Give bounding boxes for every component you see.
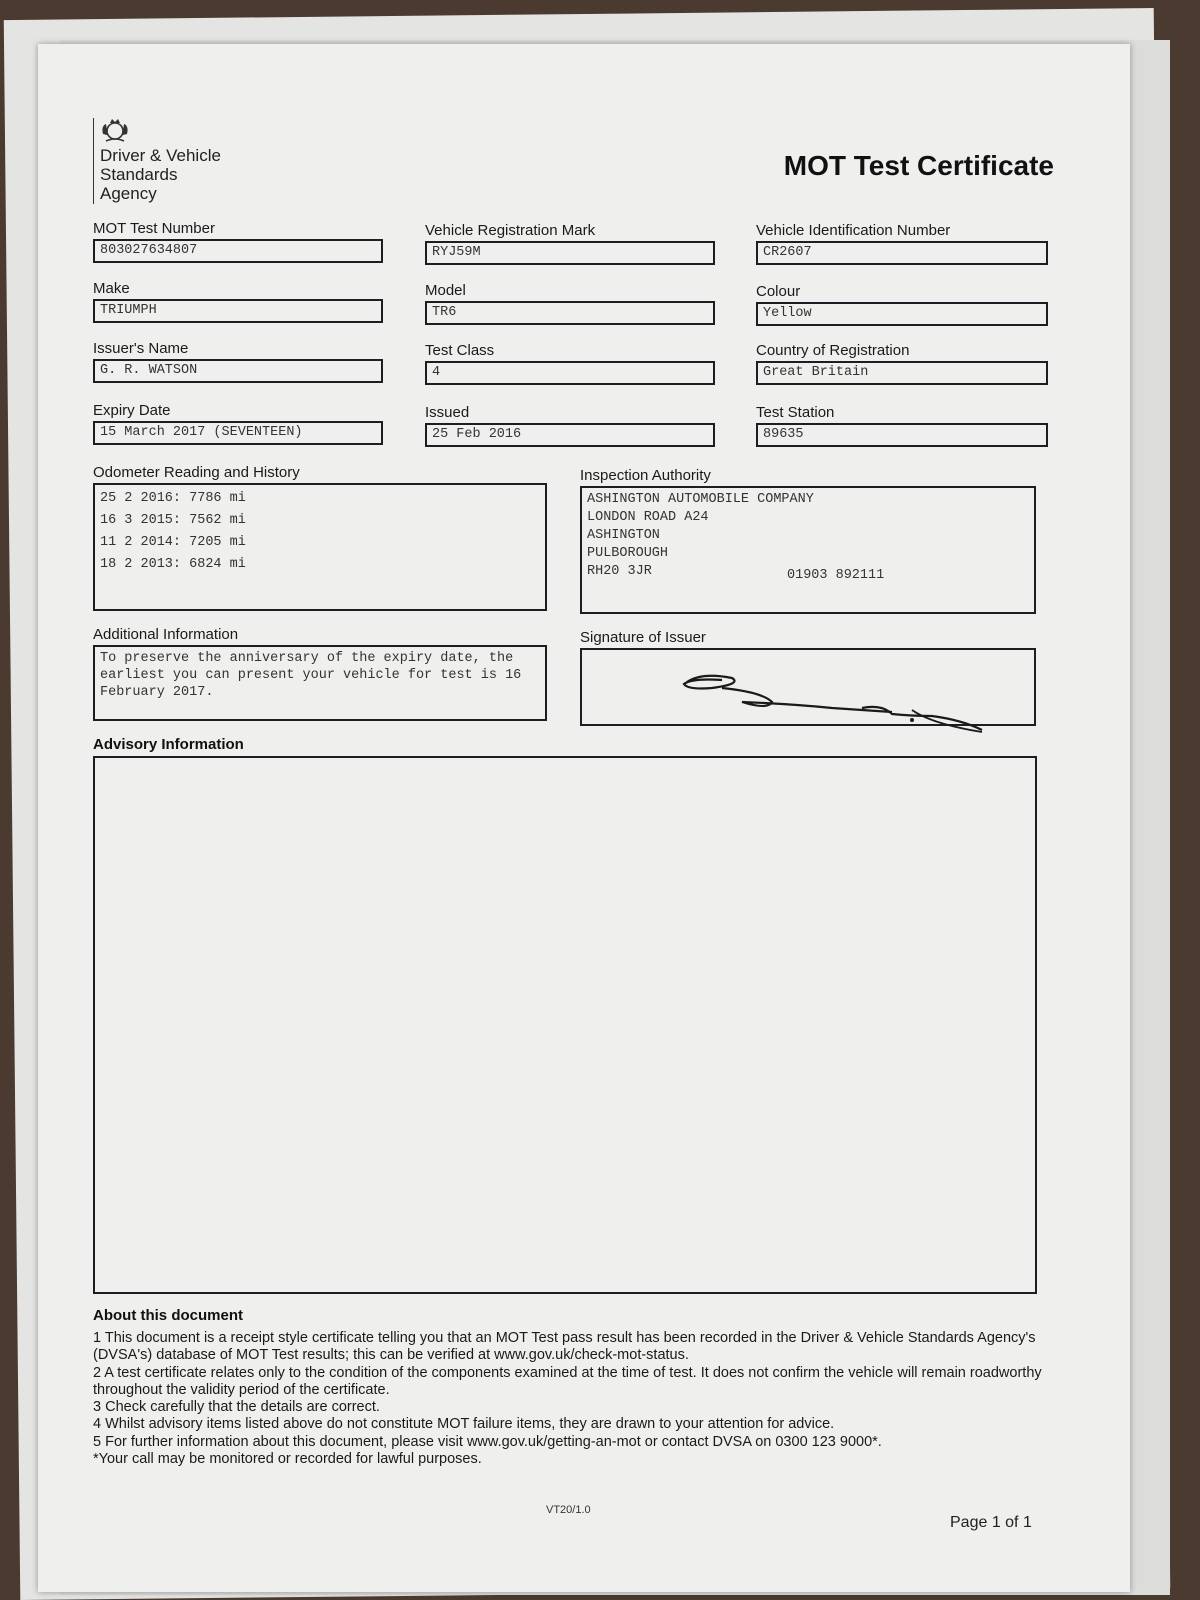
inspection-authority-box <box>580 486 1036 614</box>
about-item: 5 For further information about this document, please visit www.gov.uk/getting-an-mot or contact DVSA on 0300 123 9000*. <box>93 1433 882 1450</box>
agency-name <box>100 146 221 203</box>
issued-field <box>425 404 715 447</box>
form-reference: VT20/1.0 <box>546 1504 591 1516</box>
colour-value: Yellow <box>756 302 1048 326</box>
expiry-date-field <box>93 402 383 445</box>
colour-label: Colour <box>756 283 801 300</box>
inspection-authority-label: Inspection Authority <box>580 467 711 484</box>
dvsa-logo <box>93 116 293 206</box>
test-class-label: Test Class <box>425 342 495 359</box>
vin-value: CR2607 <box>756 241 1048 265</box>
inspection-line: ASHINGTON <box>587 528 660 543</box>
model-value: TR6 <box>425 301 715 325</box>
test-class-value: 4 <box>425 361 715 385</box>
vrm-field <box>425 222 715 265</box>
about-item: 4 Whilst advisory items listed above do not constitute MOT failure items, they are drawn to your attention for advice. <box>93 1416 835 1433</box>
model-field <box>425 282 715 325</box>
about-list <box>93 1330 1053 1468</box>
inspection-authority-field <box>580 467 1036 614</box>
test-station-value: 89635 <box>756 423 1048 447</box>
page-number: Page 1 of 1 <box>950 1514 1032 1531</box>
odometer-entry: 11 2 2014: 7205 mi <box>100 535 246 550</box>
inspection-phone: 01903 892111 <box>787 568 885 583</box>
test-station-field <box>756 404 1048 447</box>
logo-rule <box>93 118 94 204</box>
vrm-value: RYJ59M <box>425 241 715 265</box>
about-section <box>93 1307 1053 1468</box>
issued-value: 25 Feb 2016 <box>425 423 715 447</box>
odometer-label: Odometer Reading and History <box>93 464 300 481</box>
page-title: MOT Test Certificate <box>783 150 1054 181</box>
agency-line-3: Agency <box>100 184 157 203</box>
vin-field <box>756 222 1048 265</box>
make-label: Make <box>93 280 130 297</box>
about-item: *Your call may be monitored or recorded for lawful purposes. <box>93 1451 482 1468</box>
signature-box <box>580 648 1036 726</box>
about-item: 1 This document is a receipt style certificate telling you that an MOT Test pass result has been recorded in the Driver & Vehicle Standards Agency's (DVSA's) database of MOT Test results; this can be verified at www.gov.uk/check-mot-status. <box>93 1330 1036 1364</box>
odometer-entry: 25 2 2016: 7786 mi <box>100 491 246 506</box>
odometer-entry: 16 3 2015: 7562 mi <box>100 513 246 528</box>
issuer-name-field <box>93 340 383 383</box>
inspection-line: LONDON ROAD A24 <box>587 510 709 525</box>
make-field <box>93 280 383 323</box>
country-label: Country of Registration <box>756 342 910 359</box>
odometer-field <box>93 464 547 611</box>
country-field <box>756 342 1048 385</box>
colour-field <box>756 283 1048 326</box>
issuer-name-value: G. R. WATSON <box>93 359 383 383</box>
mot-test-number-label: MOT Test Number <box>93 220 215 237</box>
vrm-label: Vehicle Registration Mark <box>425 222 596 239</box>
test-station-label: Test Station <box>756 404 835 421</box>
mot-test-number-value: 803027634807 <box>93 239 383 263</box>
country-value: Great Britain <box>756 361 1048 385</box>
inspection-line: RH20 3JR <box>587 564 652 579</box>
expiry-date-value: 15 March 2017 (SEVENTEEN) <box>93 421 383 445</box>
inspection-line: PULBOROUGH <box>587 546 669 561</box>
additional-info-text: To preserve the anniversary of the expiry date, the earliest you can present your vehicle for test is 16 February 2017. <box>93 645 547 721</box>
advisory-field <box>93 736 1037 1294</box>
odometer-history <box>93 483 547 611</box>
model-label: Model <box>425 282 466 299</box>
advisory-label: Advisory Information <box>93 736 244 753</box>
signature-field <box>580 629 1036 726</box>
mot-certificate <box>38 44 1130 1592</box>
royal-crest-icon <box>98 116 132 144</box>
test-class-field <box>425 342 715 385</box>
odometer-entry: 18 2 2013: 6824 mi <box>100 557 246 572</box>
expiry-date-label: Expiry Date <box>93 402 171 419</box>
about-item: 3 Check carefully that the details are correct. <box>93 1399 380 1416</box>
issuer-name-label: Issuer's Name <box>93 340 189 357</box>
agency-line-1: Driver & Vehicle <box>100 146 221 165</box>
inspection-line: ASHINGTON AUTOMOBILE COMPANY <box>587 492 814 507</box>
additional-info-field <box>93 626 547 721</box>
agency-line-2: Standards <box>100 165 178 184</box>
handwritten-signature <box>592 650 1032 740</box>
mot-test-number-field <box>93 220 383 263</box>
issued-label: Issued <box>425 404 470 421</box>
about-heading: About this document <box>93 1307 243 1324</box>
about-item: 2 A test certificate relates only to the condition of the components examined at the time of test. It does not confirm the vehicle will remain roadworthy throughout the validity period of the certificate. <box>93 1364 1042 1398</box>
make-value: TRIUMPH <box>93 299 383 323</box>
additional-info-label: Additional Information <box>93 626 239 643</box>
advisory-box <box>93 756 1037 1294</box>
vin-label: Vehicle Identification Number <box>756 222 951 239</box>
signature-label: Signature of Issuer <box>580 629 706 646</box>
